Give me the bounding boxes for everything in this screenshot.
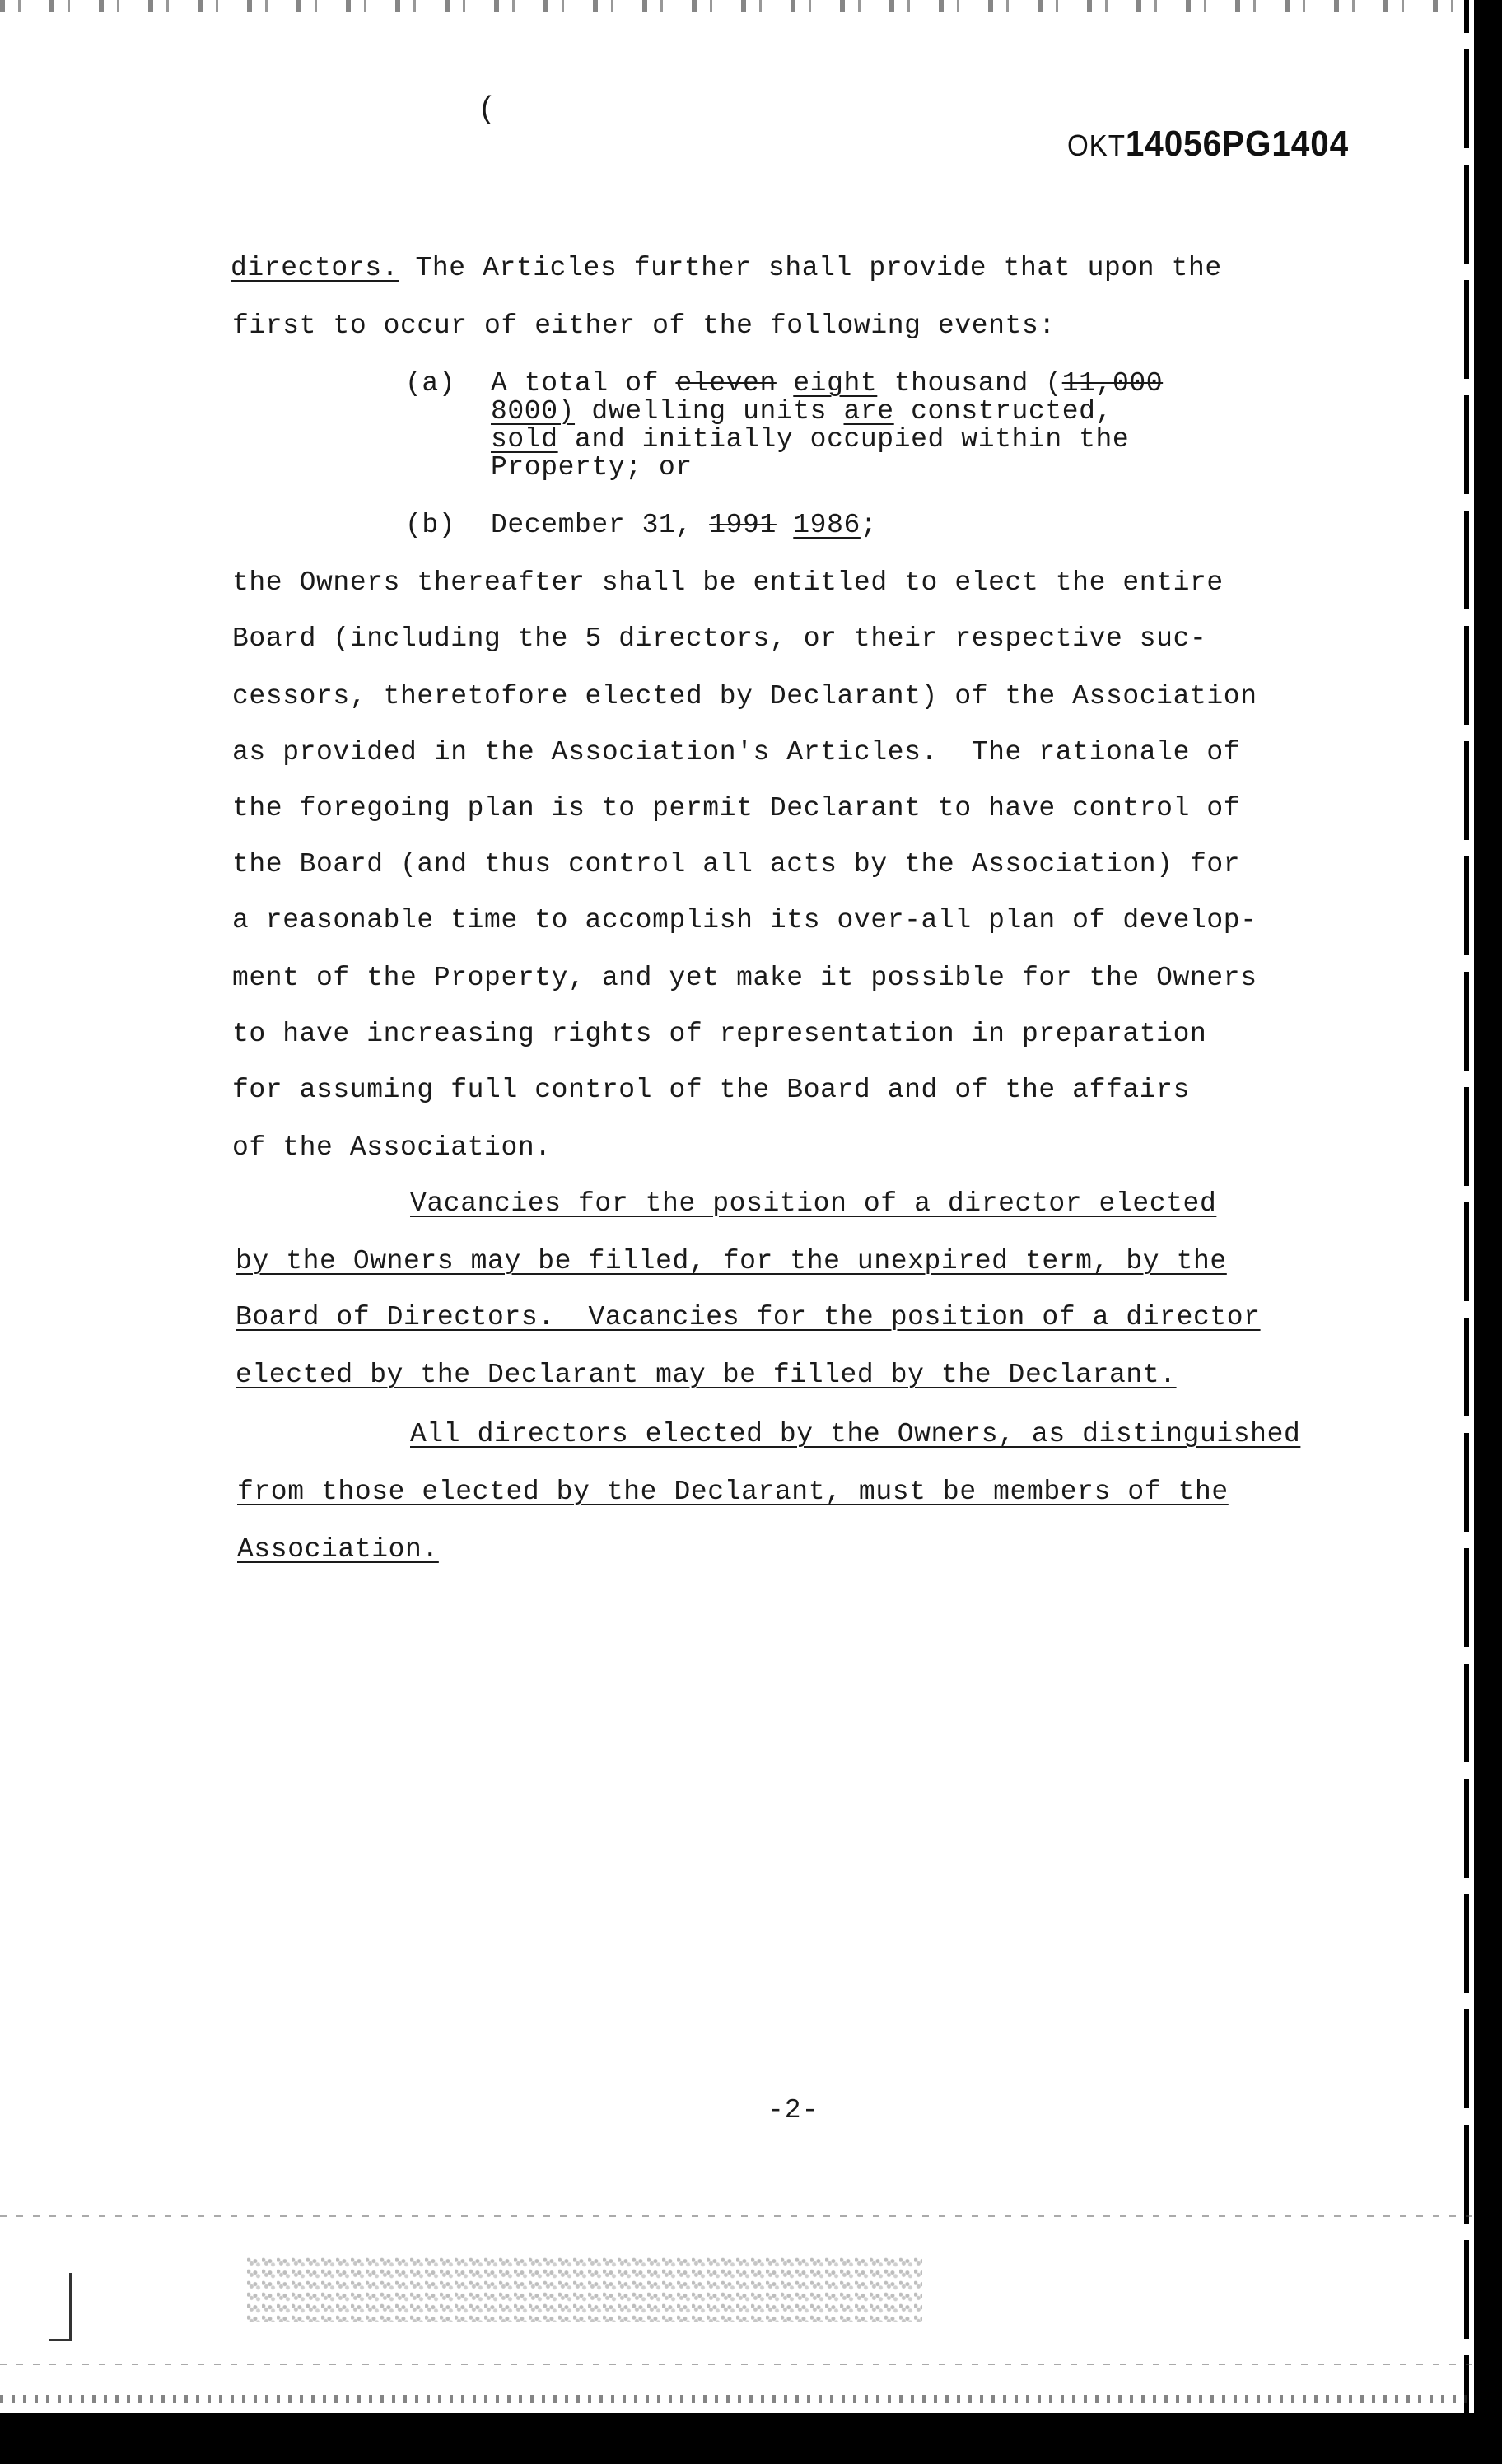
paragraph-2-line: cessors, theretofore elected by Declarant) of the Association: [232, 681, 1257, 712]
item-a-line-4: Property; or: [491, 452, 693, 483]
text-run: thousand (: [877, 368, 1062, 399]
stamp-prefix: OKT: [1067, 128, 1126, 162]
scan-artifact-line: [0, 2364, 1474, 2365]
inserted-text: 8000): [491, 396, 576, 427]
paragraph-1-line-2: first to occur of either of the following events:: [232, 310, 1056, 341]
book-page-stamp: [1067, 124, 1349, 165]
inserted-text: sold: [491, 424, 558, 455]
paragraph-2-line: a reasonable time to accomplish its over-all plan of develop-: [232, 905, 1257, 936]
scan-edge-bottom: [0, 2413, 1474, 2464]
text-run: [777, 510, 793, 540]
text-run: and initially occupied within the: [557, 424, 1130, 455]
stamp-number: 14056PG1404: [1125, 124, 1350, 164]
inserted-text: are: [843, 396, 894, 427]
paragraph-2-line: as provided in the Association's Articles. The rationale of: [232, 737, 1241, 768]
paragraph-1-line-1: [231, 252, 1222, 285]
struck-text: eleven: [675, 368, 777, 399]
paragraph-4-line: Association.: [237, 1534, 439, 1565]
paragraph-3-line: Vacancies for the position of a director elected: [410, 1188, 1217, 1219]
paragraph-2-line: for assuming full control of the Board and of the affairs: [232, 1075, 1190, 1105]
directors-word: directors.: [231, 253, 399, 283]
paragraph-3-line: Board of Directors. Vacancies for the position of a director: [236, 1302, 1261, 1332]
text-run: [777, 368, 793, 399]
text-run: constructed,: [893, 396, 1113, 427]
paragraph-3-line: elected by the Declarant may be filled by the Declarant.: [236, 1360, 1177, 1390]
struck-text: 1991: [709, 510, 777, 540]
paragraph-2-line: the Owners thereafter shall be entitled to elect the entire: [232, 567, 1224, 598]
text-run: The Articles further shall provide that upon the: [399, 253, 1222, 283]
paragraph-2-line: ment of the Property, and yet make it possible for the Owners: [232, 963, 1257, 993]
item-a-label: (a): [405, 368, 456, 399]
paragraph-3-line: by the Owners may be filled, for the unexpired term, by the: [236, 1246, 1227, 1276]
text-run: ;: [860, 510, 878, 540]
scan-noise: [247, 2256, 922, 2322]
paragraph-2-line: the foregoing plan is to permit Declarant to have control of: [232, 793, 1241, 824]
text-run: dwelling units: [575, 396, 844, 427]
paragraph-2-line: to have increasing rights of representation in preparation: [232, 1019, 1207, 1049]
paragraph-2-line: of the Association.: [232, 1132, 552, 1163]
text-run: December 31,: [491, 510, 710, 540]
item-b-label: (b): [405, 510, 456, 540]
item-b-line: [491, 509, 877, 542]
struck-text: 11,000: [1061, 368, 1164, 399]
scan-edge-top: [0, 0, 1474, 12]
paragraph-4-line: from those elected by the Declarant, must be members of the: [237, 1477, 1229, 1507]
paragraph-2-line: Board (including the 5 directors, or their respective suc-: [232, 623, 1207, 654]
paragraph-4-line: All directors elected by the Owners, as distinguished: [410, 1419, 1301, 1449]
scan-bracket-mark: [49, 2273, 72, 2341]
stray-mark: (: [481, 91, 492, 125]
text-run: A total of: [491, 368, 676, 399]
page-number: -2-: [767, 2095, 819, 2126]
scan-artifact-line: [0, 2215, 1474, 2217]
scan-edge-right: [1474, 0, 1502, 2464]
inserted-text: 1986: [793, 510, 861, 540]
paragraph-2-line: the Board (and thus control all acts by the Association) for: [232, 849, 1241, 880]
inserted-text: eight: [793, 368, 878, 399]
